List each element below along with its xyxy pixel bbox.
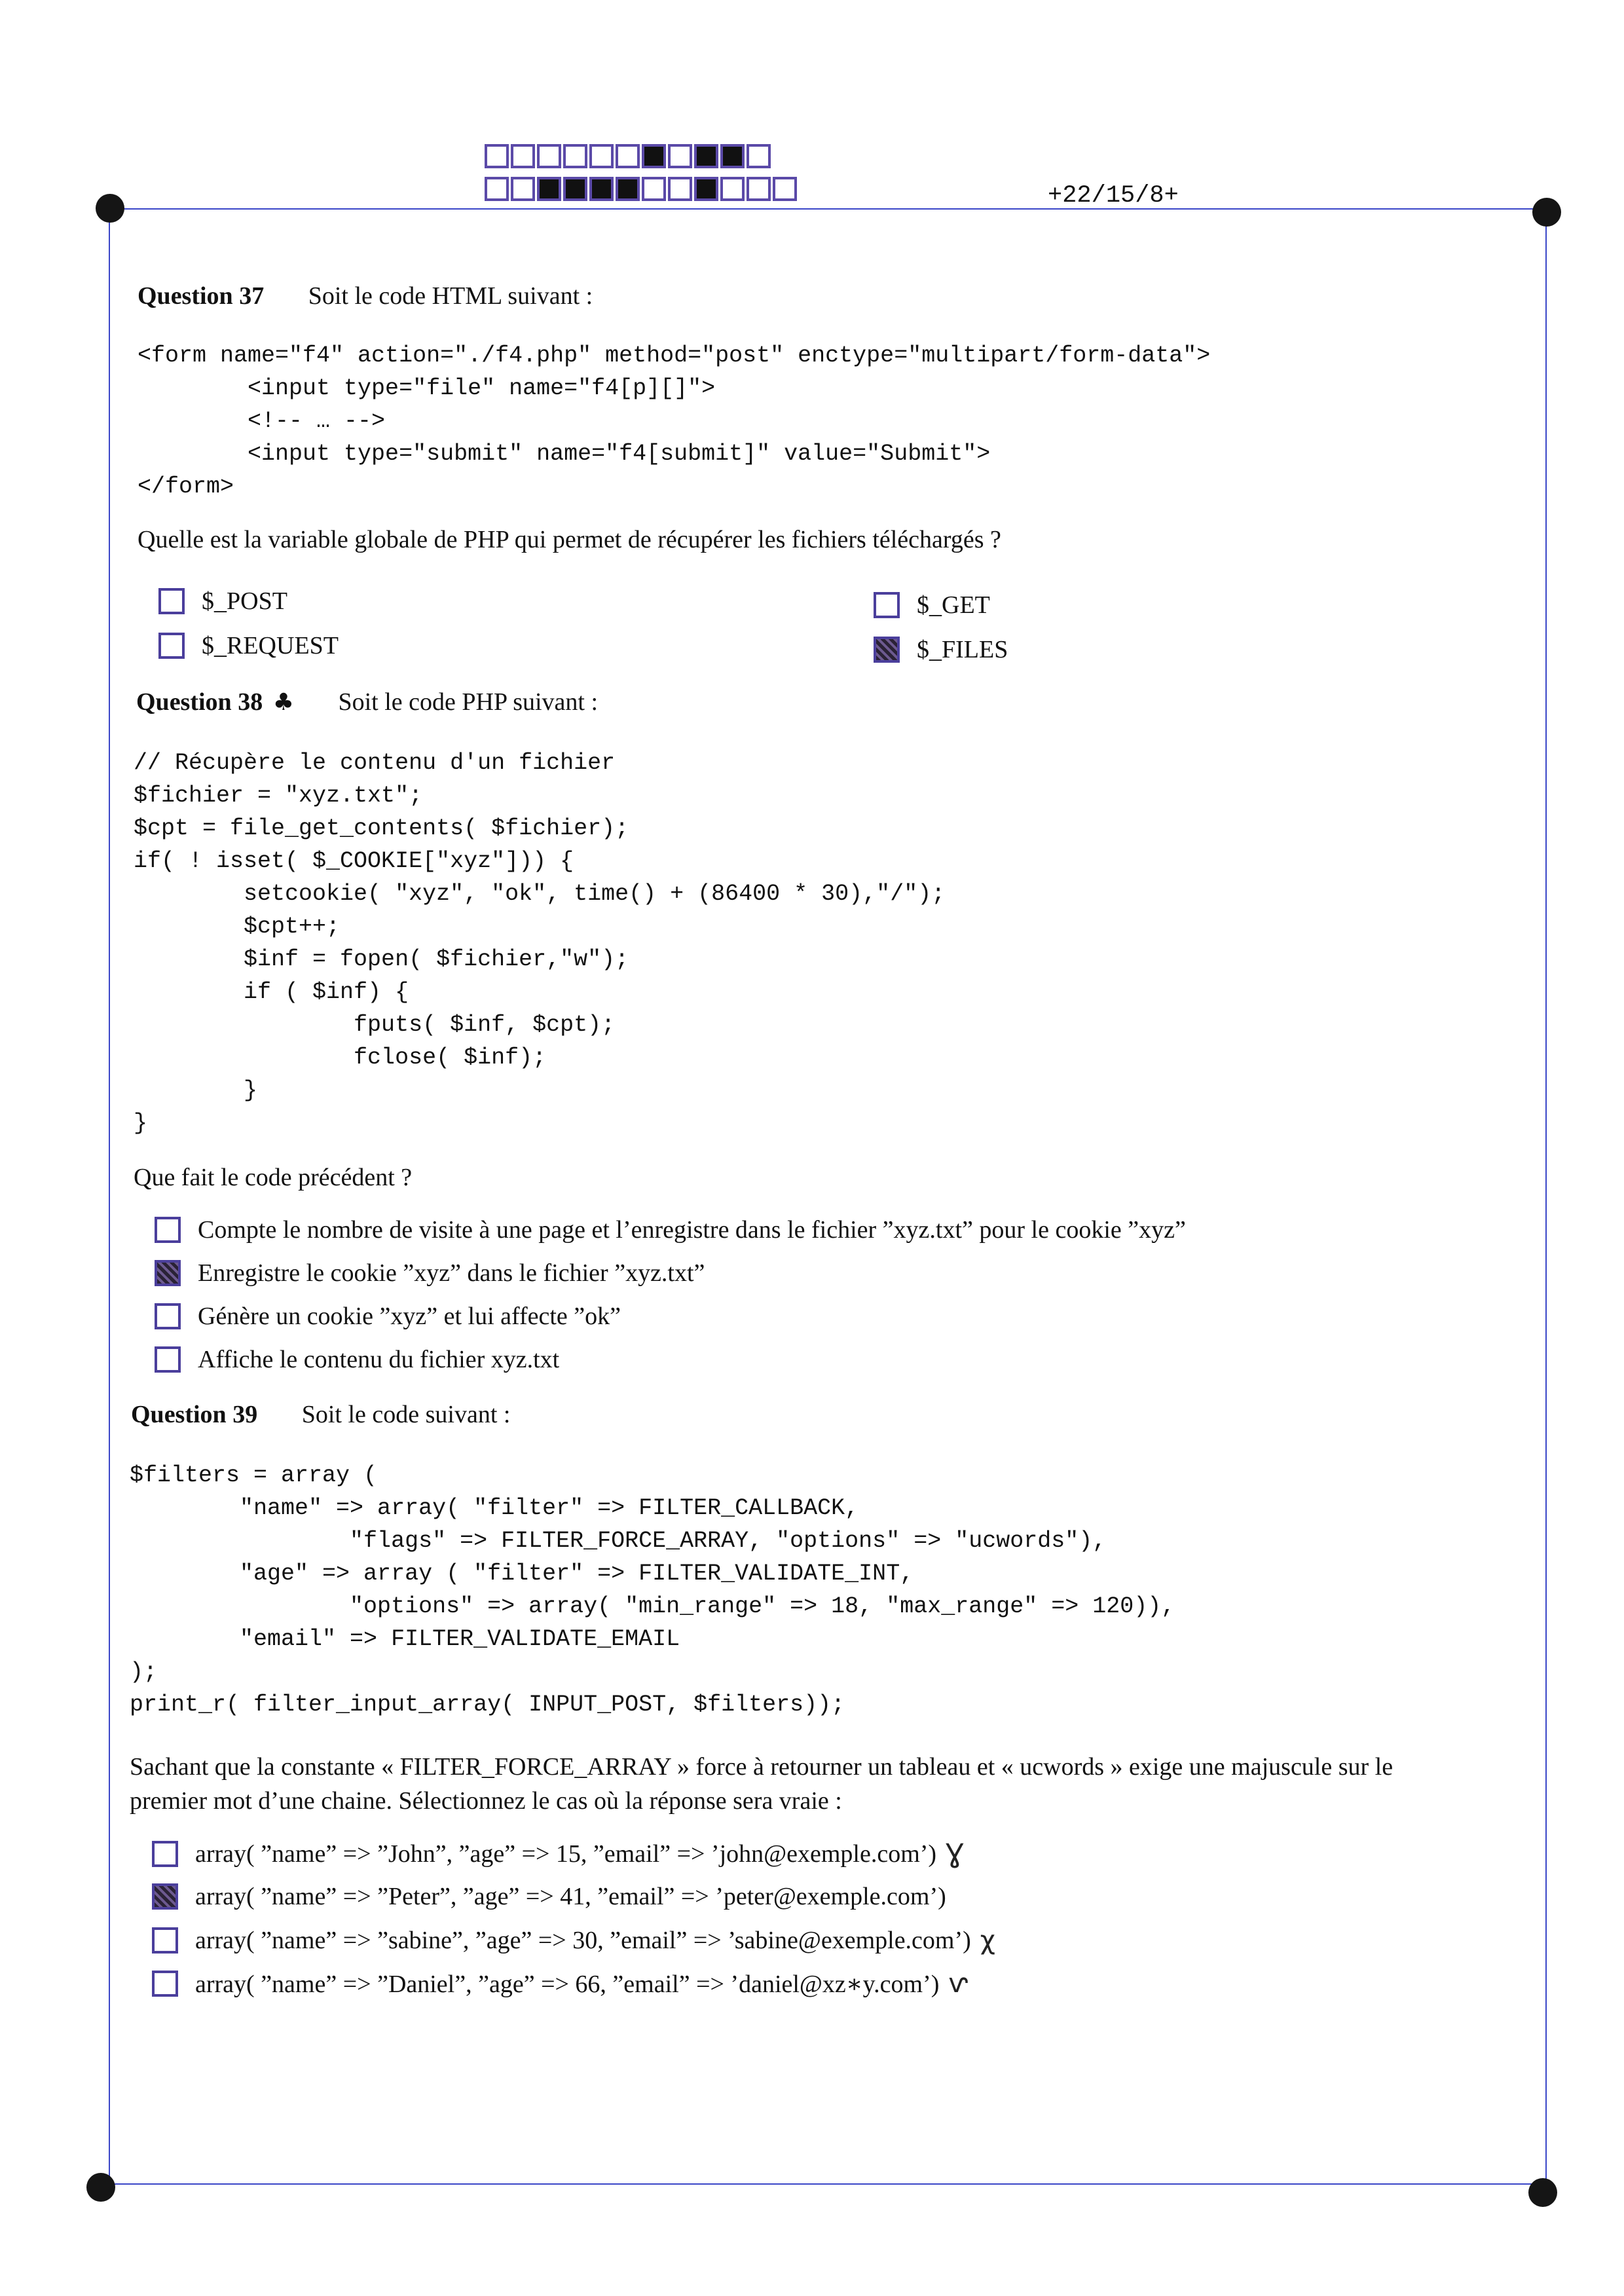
barcode-cell xyxy=(616,177,640,201)
code-line: $cpt = file_get_contents( $fichier); xyxy=(134,815,629,842)
code-line: $inf = fopen( $fichier,"w"); xyxy=(134,946,629,972)
question-intro: Soit le code suivant : xyxy=(301,1401,511,1428)
question-38-header xyxy=(136,688,598,716)
answer-label: Compte le nombre de visite à une page et l’enregistre dans le fichier ”xyz.txt” pour le cookie ”xyz” xyxy=(198,1216,1186,1244)
answer-label: $_REQUEST xyxy=(202,632,339,659)
barcode-cell xyxy=(747,144,771,168)
answer-label: Enregistre le cookie ”xyz” dans le fichier ”xyz.txt” xyxy=(198,1259,705,1287)
answer-label: $_POST xyxy=(202,587,287,615)
barcode-cell xyxy=(485,177,509,201)
code-line: "name" => array( "filter" => FILTER_CALLBACK, xyxy=(130,1495,859,1521)
barcode-cell xyxy=(511,177,535,201)
barcode-cell xyxy=(720,177,745,201)
answer-checkbox[interactable] xyxy=(152,1841,178,1867)
answer-label: array( ”name” => ”John”, ”age” => 15, ”email” => ’john@exemple.com’) xyxy=(195,1840,937,1868)
answer-option-post[interactable] xyxy=(158,587,287,616)
barcode-bottom xyxy=(485,177,797,201)
code-line: "flags" => FILTER_FORCE_ARRAY, "options" => "ucwords"), xyxy=(130,1528,1107,1554)
code-line: $fichier = "xyz.txt"; xyxy=(134,783,423,809)
exam-id: +22/15/8+ xyxy=(1048,182,1179,210)
answer-option-request[interactable] xyxy=(158,631,339,660)
corner-marker-top-left xyxy=(96,194,124,223)
answer-label: $_FILES xyxy=(917,636,1008,663)
answer-option-display-file[interactable] xyxy=(155,1345,559,1374)
frame-bottom-line xyxy=(109,2183,1547,2185)
code-line: } xyxy=(134,1110,148,1136)
answer-label: Génère un cookie ”xyz” et lui affecte ”ok” xyxy=(198,1303,621,1330)
frame-right-line xyxy=(1545,208,1547,2185)
barcode-cell xyxy=(511,144,535,168)
answer-checkbox[interactable] xyxy=(155,1260,181,1286)
handwritten-mark: Ɣ xyxy=(946,1839,964,1869)
corner-marker-bottom-right xyxy=(1528,2178,1557,2207)
code-block-html xyxy=(138,339,1210,503)
code-line: $filters = array ( xyxy=(130,1462,378,1489)
answer-checkbox[interactable] xyxy=(152,1971,178,1997)
answer-checkbox[interactable] xyxy=(155,1346,181,1373)
answer-option-sabine[interactable] xyxy=(152,1925,995,1955)
code-block-filters xyxy=(130,1459,1175,1721)
code-line: ); xyxy=(130,1659,158,1685)
barcode-cell xyxy=(773,177,797,201)
handwritten-mark: χ xyxy=(980,1925,995,1955)
answer-option-daniel[interactable] xyxy=(152,1969,968,1999)
answer-label: $_GET xyxy=(917,591,990,619)
barcode-cell xyxy=(642,144,666,168)
answer-option-john[interactable] xyxy=(152,1839,964,1869)
prompt-line: premier mot d’une chaine. Sélectionnez le cas où la réponse sera vraie : xyxy=(130,1787,842,1815)
barcode-cell xyxy=(537,177,561,201)
answer-option-get[interactable] xyxy=(874,591,990,620)
answer-label: array( ”name” => ”Peter”, ”age” => 41, ”email” => ’peter@exemple.com’) xyxy=(195,1883,946,1910)
frame-top-line xyxy=(109,208,1547,210)
code-line: <form name="f4" action="./f4.php" method="post" enctype="multipart/form-data"> xyxy=(138,343,1211,369)
code-line: if ( $inf) { xyxy=(134,979,409,1005)
barcode-cell xyxy=(589,144,614,168)
answer-checkbox[interactable] xyxy=(874,592,900,618)
code-line: fclose( $inf); xyxy=(134,1045,547,1071)
question-37-header xyxy=(138,282,593,310)
barcode-cell xyxy=(589,177,614,201)
barcode-top xyxy=(485,144,771,168)
code-line: <!-- … --> xyxy=(138,408,386,434)
barcode-cell xyxy=(668,177,692,201)
answer-option-save-cookie[interactable] xyxy=(155,1259,705,1287)
answer-option-peter[interactable] xyxy=(152,1882,946,1911)
barcode-cell xyxy=(642,177,666,201)
barcode-cell xyxy=(747,177,771,201)
answer-option-count-visits[interactable] xyxy=(155,1215,1186,1244)
code-line: <input type="submit" name="f4[submit]" value="Submit"> xyxy=(138,441,991,467)
question-prompt: Que fait le code précédent ? xyxy=(134,1164,413,1191)
question-intro: Soit le code HTML suivant : xyxy=(308,282,593,310)
answer-checkbox[interactable] xyxy=(152,1883,178,1910)
frame-left-line xyxy=(109,208,110,2185)
question-number: Question 37 xyxy=(138,282,265,310)
code-line: "options" => array( "min_range" => 18, "max_range" => 120)), xyxy=(130,1593,1175,1620)
barcode-cell xyxy=(537,144,561,168)
barcode-cell xyxy=(720,144,745,168)
question-39-header xyxy=(131,1400,510,1429)
code-line: fputs( $inf, $cpt); xyxy=(134,1012,616,1038)
code-line: } xyxy=(134,1077,258,1103)
answer-label: Affiche le contenu du fichier xyz.txt xyxy=(198,1346,560,1373)
barcode-cell xyxy=(694,177,718,201)
code-line: $cpt++; xyxy=(134,914,341,940)
barcode-cell xyxy=(563,177,587,201)
answer-checkbox[interactable] xyxy=(874,637,900,663)
code-block-php xyxy=(134,747,945,1139)
question-intro: Soit le code PHP suivant : xyxy=(338,688,599,716)
answer-option-files[interactable] xyxy=(874,635,1008,664)
question-prompt: Quelle est la variable globale de PHP qui permet de récupérer les fichiers téléchargés ? xyxy=(138,526,1001,553)
prompt-line: Sachant que la constante « FILTER_FORCE_ARRAY » force à retourner un tableau et « ucwords » exige une majuscule sur le xyxy=(130,1753,1393,1781)
answer-label: array( ”name” => ”Daniel”, ”age” => 66, ”email” => ’daniel@xz∗y.com’) xyxy=(195,1970,940,1998)
handwritten-mark: ⱱ xyxy=(948,1969,968,1999)
corner-marker-top-right xyxy=(1532,198,1561,227)
barcode-cell xyxy=(485,144,509,168)
barcode-cell xyxy=(694,144,718,168)
answer-checkbox[interactable] xyxy=(155,1303,181,1329)
code-line: // Récupère le contenu d'un fichier xyxy=(134,750,616,776)
question-prompt xyxy=(130,1750,1393,1818)
answer-checkbox[interactable] xyxy=(158,588,185,614)
answer-checkbox[interactable] xyxy=(158,633,185,659)
answer-checkbox[interactable] xyxy=(152,1927,178,1953)
answer-label: array( ”name” => ”sabine”, ”age” => 30, ”email” => ’sabine@exemple.com’) xyxy=(195,1927,971,1954)
answer-option-generate-cookie[interactable] xyxy=(155,1302,621,1331)
barcode-cell xyxy=(563,144,587,168)
code-line: if( ! isset( $_COOKIE["xyz"])) { xyxy=(134,848,574,874)
code-line: </form> xyxy=(138,473,234,500)
barcode-cell xyxy=(668,144,692,168)
club-icon: ♣ xyxy=(272,689,294,716)
code-line: print_r( filter_input_array( INPUT_POST, $filters)); xyxy=(130,1692,845,1718)
code-line: "age" => array ( "filter" => FILTER_VALIDATE_INT, xyxy=(130,1561,914,1587)
code-line: <input type="file" name="f4[p][]"> xyxy=(138,375,716,401)
barcode-cell xyxy=(616,144,640,168)
answer-checkbox[interactable] xyxy=(155,1217,181,1243)
corner-marker-bottom-left xyxy=(86,2173,115,2202)
code-line: "email" => FILTER_VALIDATE_EMAIL xyxy=(130,1626,680,1652)
question-number: Question 39 xyxy=(131,1401,258,1428)
question-number: Question 38 xyxy=(136,688,263,716)
code-line: setcookie( "xyz", "ok", time() + (86400 * 30),"/"); xyxy=(134,881,946,907)
